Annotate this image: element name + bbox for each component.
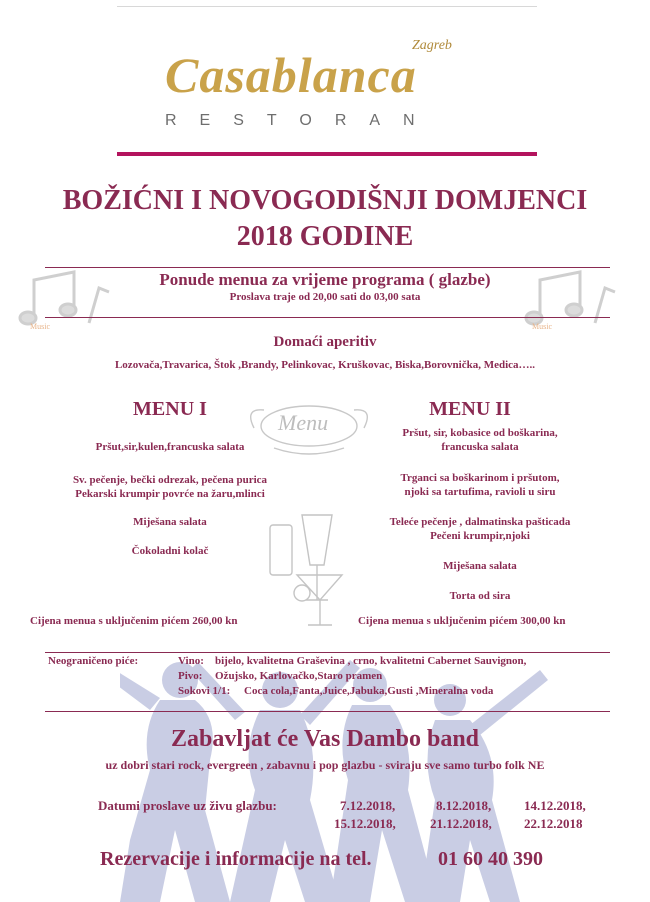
menu2-item: Trganci sa boškarinom i pršutom, — [400, 472, 560, 484]
reservation-label: Rezervacije i informacije na tel. — [100, 848, 372, 870]
menu-sign-label: Menu — [278, 410, 329, 435]
menu1-item: Čokoladni kolač — [131, 545, 209, 557]
logo-underline — [117, 152, 537, 156]
drinks-label: Neograničeno piće: — [48, 655, 139, 667]
menu2-item: Miješana salata — [443, 560, 517, 572]
menu1-title: MENU I — [133, 398, 207, 420]
logo-brand: Casablanca — [165, 47, 417, 103]
band-heading: Zabavljat će Vas Dambo band — [170, 726, 480, 752]
menu1-item: Miješana salata — [133, 516, 207, 528]
divider — [45, 711, 610, 712]
date-item: 8.12.2018, — [436, 798, 492, 813]
menu1-item: Sv. pečenje, bečki odrezak, pečena purica — [72, 474, 268, 486]
music-label-left: Music — [30, 322, 50, 331]
divider — [45, 267, 610, 268]
wine-label: Vino: — [178, 655, 204, 667]
logo-city: Zagreb — [412, 38, 452, 53]
menu2-item: njoki sa tartufima, ravioli u siru — [404, 486, 556, 498]
menu2-item: Torta od sira — [449, 590, 511, 602]
date-item: 7.12.2018, — [340, 798, 396, 813]
date-item: 14.12.2018, — [524, 798, 586, 813]
band-subtitle: uz dobri stari rock, evergreen , zabavnu i pop glazbu - sviraju sve samo turbo folk NE — [105, 758, 545, 772]
menu2-item: francuska salata — [441, 441, 519, 453]
menu1-price: Cijena menua s uključenim pićem 260,00 kn — [30, 615, 238, 627]
menu1-item: Pršut,sir,kulen,francuska salata — [95, 441, 245, 453]
beer-label: Pivo: — [178, 670, 203, 682]
logo-subtitle: RESTORAN — [165, 112, 438, 129]
date-item: 15.12.2018, — [334, 816, 396, 831]
menu2-item: Pršut, sir, kobasice od boškarina, — [402, 427, 558, 439]
reservation-phone: 01 60 40 390 — [438, 848, 543, 870]
page-title: BOŽIĆNI I NOVOGODIŠNJI DOMJENCI — [62, 185, 588, 216]
program-heading: Ponude menua za vrijeme programa ( glazbe) — [159, 270, 491, 289]
menu2-price: Cijena menua s uključenim pićem 300,00 kn — [358, 615, 566, 627]
menu2-item: Teleće pečenje , dalmatinska pašticada — [389, 516, 571, 528]
page-title-year: 2018 GODINE — [236, 221, 414, 252]
juice-label: Sokovi 1/1: — [178, 685, 231, 697]
menu2-item: Pečeni krumpir,njoki — [430, 530, 530, 542]
menu1-item: Pekarski krumpir povrće na žaru,mlinci — [75, 488, 265, 500]
wine-list: bijelo, kvalitetna Graševina , crno, kvalitetni Cabernet Sauvignon, — [215, 655, 527, 667]
divider — [45, 652, 610, 653]
music-label-right: Music — [532, 322, 552, 331]
menu2-title: MENU II — [429, 398, 511, 420]
date-item: 21.12.2018, — [430, 816, 492, 831]
aperitif-heading: Domaći aperitiv — [273, 334, 377, 350]
date-item: 22.12.2018 — [524, 816, 583, 831]
aperitif-list: Lozovača,Travarica, Štok ,Brandy, Pelinkovac, Kruškovac, Biska,Borovnička, Medica….. — [114, 359, 536, 371]
dates-label: Datumi proslave uz živu glazbu: — [98, 798, 277, 813]
divider — [45, 317, 610, 318]
program-note: Proslava traje od 20,00 sati do 03,00 sata — [229, 291, 421, 303]
beer-list: Ožujsko, Karlovačko,Staro pramen — [215, 670, 383, 682]
juice-list: Coca cola,Fanta,Juice,Jabuka,Gusti ,Mineralna voda — [244, 685, 494, 697]
